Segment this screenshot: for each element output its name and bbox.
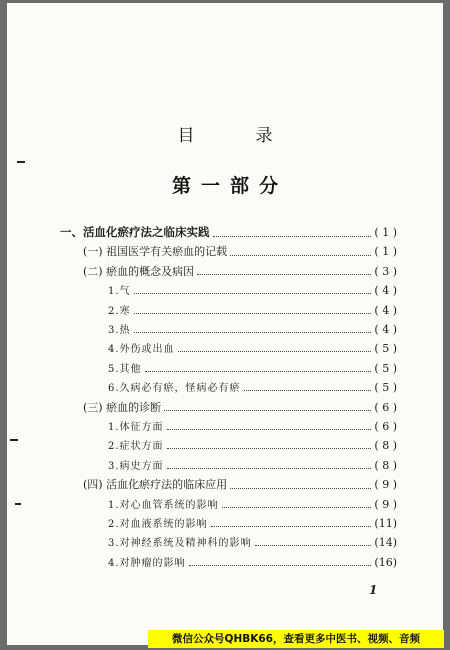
toc-entry-label: 1.体征方面 [108, 422, 164, 433]
scan-speck [10, 439, 18, 441]
toc-entry-label: 4.外伤或出血 [108, 344, 175, 356]
toc-leader-dots [178, 343, 372, 352]
toc-entry-page: (14) [374, 536, 397, 550]
toc-leader-dots [167, 421, 372, 430]
toc-entry [108, 302, 397, 317]
toc-entry-page: ( 4 ) [374, 284, 397, 298]
toc-entry-label: 3.病史方面 [108, 460, 164, 472]
toc-entry-label: (一) 祖国医学有关瘀血的记载 [83, 245, 228, 259]
toc-entry [83, 399, 397, 415]
toc-entry-page: ( 9 ) [374, 497, 397, 511]
toc-entry-label: 一、活血化瘀疗法之临床实践 [60, 225, 210, 239]
toc-entry-page: ( 5 ) [374, 342, 397, 356]
part-heading: 第一部分 [171, 175, 288, 197]
toc-entry-page: (16) [374, 555, 397, 569]
toc-entry [108, 360, 397, 375]
toc-entry-label: 6.久病必有瘀，怪病必有瘀 [108, 383, 241, 395]
toc-entry [108, 457, 397, 472]
toc-entry-label: (三) 瘀血的诊断 [83, 400, 162, 414]
scan-speck [17, 161, 25, 163]
toc-entry [108, 321, 397, 336]
page-title: 目 录 [177, 126, 295, 146]
toc-entry [83, 263, 397, 279]
toc-leader-dots [134, 285, 372, 294]
toc-entry-page: ( 4 ) [374, 303, 397, 317]
toc-leader-dots [211, 518, 372, 527]
toc-entry-label: (二) 瘀血的概念及病因 [83, 264, 195, 278]
toc-entry-page: ( 6 ) [374, 420, 397, 433]
toc-leader-dots [230, 247, 371, 256]
toc-entry [108, 554, 397, 569]
toc-entry-page: ( 1 ) [374, 245, 397, 259]
toc-entry-label: 1.对心血管系统的影响 [108, 499, 219, 511]
toc-leader-dots [167, 440, 372, 449]
scan-speck [15, 503, 21, 505]
toc-entry-page: ( 1 ) [374, 226, 397, 239]
toc-entry-label: 2.症状方面 [108, 441, 164, 453]
toc-entry-page: (11) [374, 517, 397, 530]
toc-entry-label: 2.寒 [108, 305, 131, 317]
toc-leader-dots [213, 228, 372, 237]
toc-leader-dots [189, 557, 372, 566]
toc-entry-label: 3.热 [108, 325, 131, 336]
toc-leader-dots [244, 382, 372, 391]
toc-entry [108, 379, 397, 394]
toc-entry-page: ( 8 ) [374, 458, 397, 472]
toc-entry [108, 437, 397, 452]
toc-leader-dots [134, 305, 372, 314]
toc-leader-dots [167, 460, 372, 469]
toc-entry-label: 3.对神经系统及精神科的影响 [108, 538, 252, 550]
toc-entry [108, 340, 397, 355]
page-number: 1 [369, 583, 378, 597]
toc-entry [60, 224, 397, 240]
toc-entry-page: ( 9 ) [374, 478, 397, 492]
toc-entry-label: (四) 活血化瘀疗法的临床应用 [83, 478, 228, 492]
book-page [7, 3, 443, 645]
toc-leader-dots [145, 363, 372, 372]
toc-entry [108, 496, 397, 511]
toc-entry-page: ( 3 ) [374, 264, 397, 278]
toc-entry [83, 476, 397, 492]
toc-entry-label: 5.其他 [108, 363, 142, 375]
toc-entry [83, 243, 397, 259]
toc-leader-dots [134, 324, 372, 333]
toc-leader-dots [197, 266, 371, 275]
watermark-banner: 微信公众号QHBK66，查看更多中医书、视频、音频 [148, 630, 444, 648]
toc-leader-dots [230, 480, 371, 489]
toc-leader-dots [222, 499, 372, 508]
toc-entry [108, 418, 397, 433]
toc-entry [108, 282, 397, 297]
toc-leader-dots [255, 537, 372, 546]
toc-entry-label: 2.对血液系统的影响 [108, 519, 208, 530]
toc-leader-dots [164, 402, 371, 411]
toc-entry-page: ( 4 ) [374, 323, 397, 336]
toc-entry-page: ( 6 ) [374, 400, 397, 414]
toc-entry-label: 4.对肿瘤的影响 [108, 557, 186, 569]
toc-entry [108, 515, 397, 530]
toc-entry [108, 534, 397, 549]
toc-entry-page: ( 5 ) [374, 361, 397, 375]
toc-entry-page: ( 8 ) [374, 439, 397, 453]
toc-entry-page: ( 5 ) [374, 381, 397, 395]
toc-entry-label: 1.气 [108, 286, 131, 298]
